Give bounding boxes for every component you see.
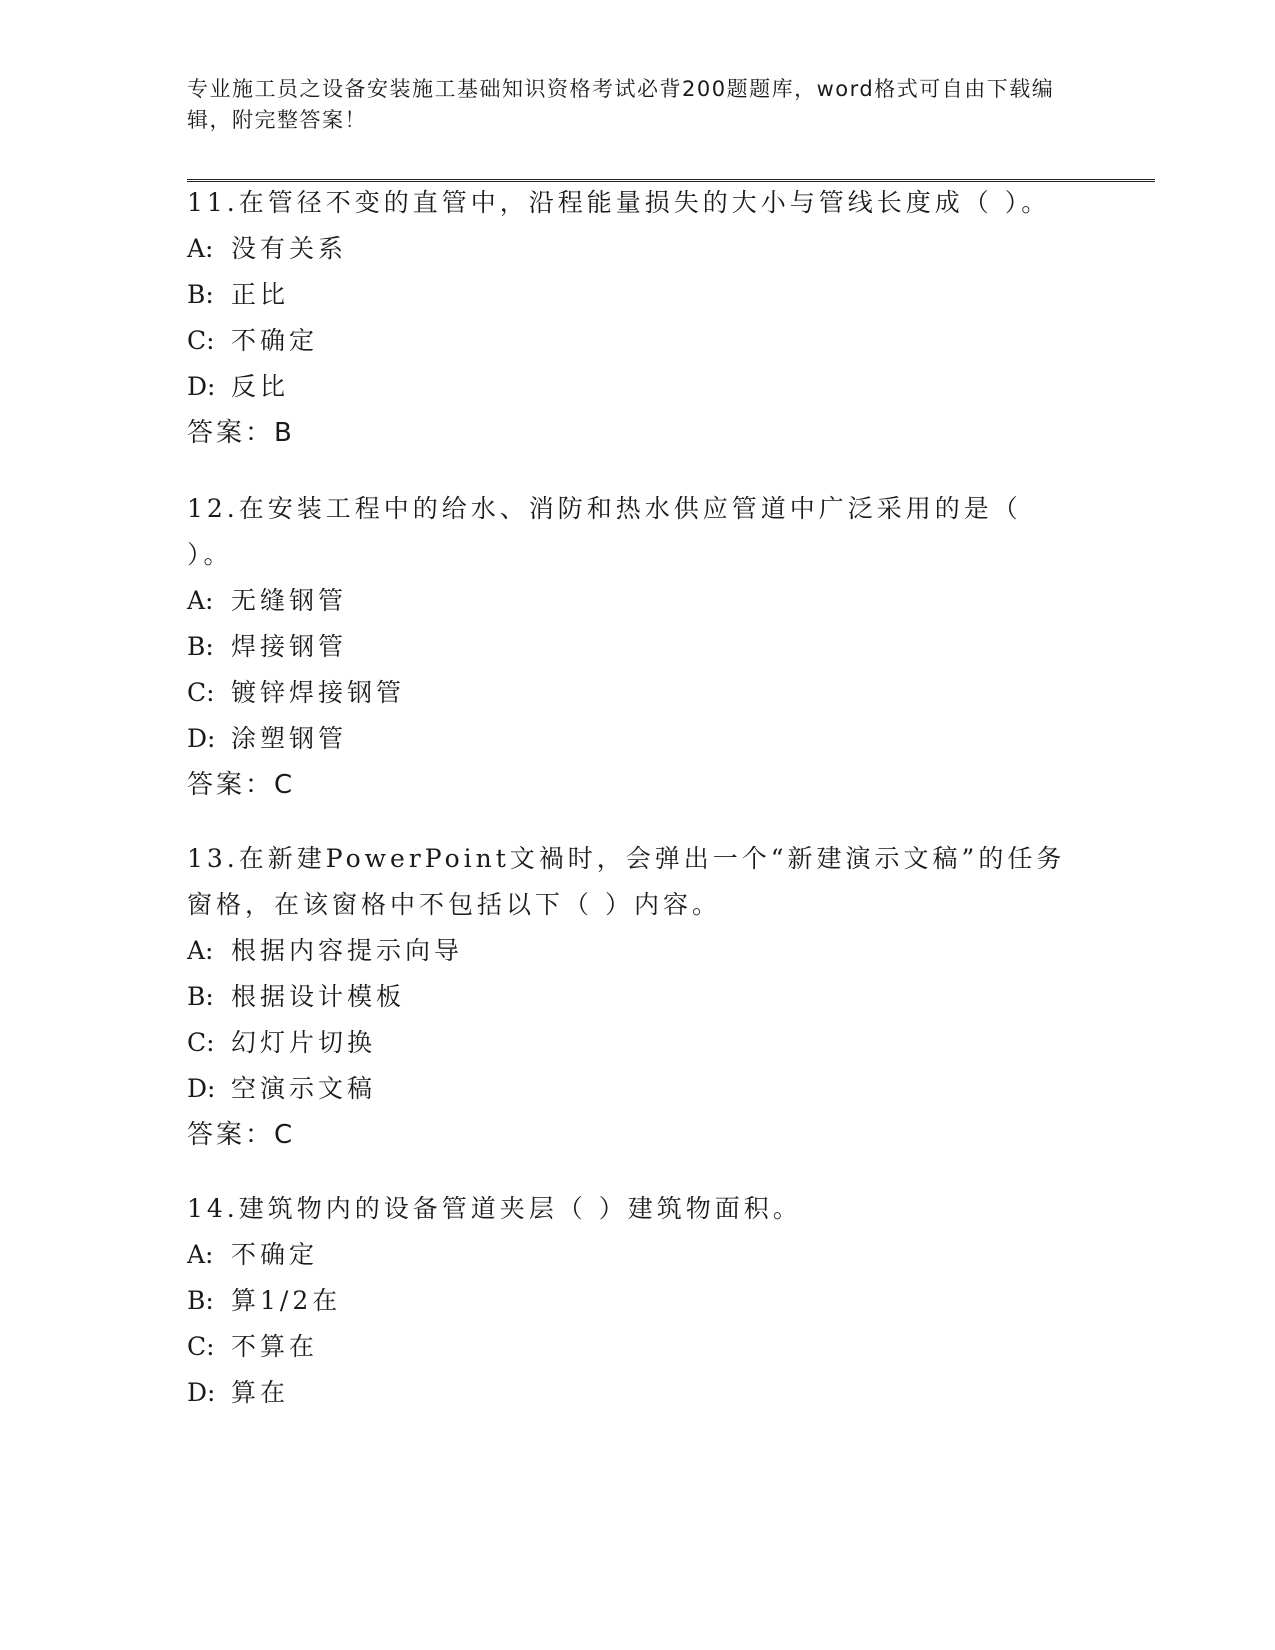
- question-stem: 13.在新建PowerPoint文禍时，会弹出一个“新建演示文稿”的任务窗格，在该窗格中不包括以下（ ）内容。: [187, 844, 1066, 919]
- option-c: [187, 1020, 1067, 1066]
- option-text: 根据设计模板: [231, 982, 406, 1011]
- option-text: 算在: [231, 1378, 290, 1407]
- option-d: [187, 1370, 1067, 1416]
- option-text: 不算在: [231, 1332, 319, 1361]
- option-letter: A:: [187, 936, 214, 965]
- option-text: 焊接钢管: [231, 632, 348, 661]
- question-block: [187, 836, 1067, 1158]
- option-d: [187, 1066, 1067, 1112]
- option-c: [187, 670, 1067, 716]
- option-text: 正比: [231, 280, 290, 309]
- answer-line: 答案：C: [187, 770, 296, 800]
- option-text: 根据内容提示向导: [231, 936, 464, 965]
- question-block: [187, 180, 1067, 456]
- question-stem: 12.在安装工程中的给水、消防和热水供应管道中广泛采用的是（ ）。: [187, 494, 1022, 569]
- option-letter: C:: [187, 1028, 215, 1057]
- option-text: 不确定: [231, 326, 319, 355]
- option-text: 不确定: [231, 1240, 319, 1269]
- answer-line: 答案：B: [187, 418, 295, 448]
- option-text: 无缝钢管: [231, 586, 348, 615]
- question-block: [187, 1186, 1067, 1416]
- option-d: [187, 364, 1067, 410]
- option-text: 镀锌焊接钢管: [231, 678, 406, 707]
- document-header: 专业施工员之设备安装施工基础知识资格考试必背200题题库，word格式可自由下载编辑，附完整答案！: [187, 77, 1055, 132]
- option-c: [187, 318, 1067, 364]
- option-c: [187, 1324, 1067, 1370]
- option-letter: A:: [187, 234, 214, 263]
- option-letter: B:: [187, 632, 214, 661]
- option-letter: D:: [187, 372, 216, 401]
- option-a: [187, 1232, 1067, 1278]
- option-text: 幻灯片切换: [231, 1028, 377, 1057]
- option-text: 没有关系: [231, 234, 348, 263]
- option-b: [187, 272, 1067, 318]
- option-a: [187, 578, 1067, 624]
- option-letter: D:: [187, 1378, 216, 1407]
- option-text: 算1/2在: [231, 1286, 342, 1315]
- option-b: [187, 624, 1067, 670]
- question-block: [187, 486, 1067, 808]
- option-text: 反比: [231, 372, 290, 401]
- option-b: [187, 1278, 1067, 1324]
- question-stem: 11.在管径不变的直管中，沿程能量损失的大小与管线长度成（ ）。: [187, 188, 1051, 217]
- option-letter: D:: [187, 1074, 216, 1103]
- option-a: [187, 226, 1067, 272]
- option-text: 空演示文稿: [231, 1074, 377, 1103]
- option-letter: C:: [187, 678, 215, 707]
- option-letter: A:: [187, 1240, 214, 1269]
- option-letter: B:: [187, 280, 214, 309]
- option-text: 涂塑钢管: [231, 724, 348, 753]
- option-d: [187, 716, 1067, 762]
- option-letter: B:: [187, 1286, 214, 1315]
- option-letter: C:: [187, 1332, 215, 1361]
- option-letter: B:: [187, 982, 214, 1011]
- option-letter: A:: [187, 586, 214, 615]
- option-a: [187, 928, 1067, 974]
- option-letter: C:: [187, 326, 215, 355]
- question-stem: 14.建筑物内的设备管道夹层（ ）建筑物面积。: [187, 1194, 802, 1223]
- option-letter: D:: [187, 724, 216, 753]
- option-b: [187, 974, 1067, 1020]
- answer-line: 答案：C: [187, 1120, 296, 1150]
